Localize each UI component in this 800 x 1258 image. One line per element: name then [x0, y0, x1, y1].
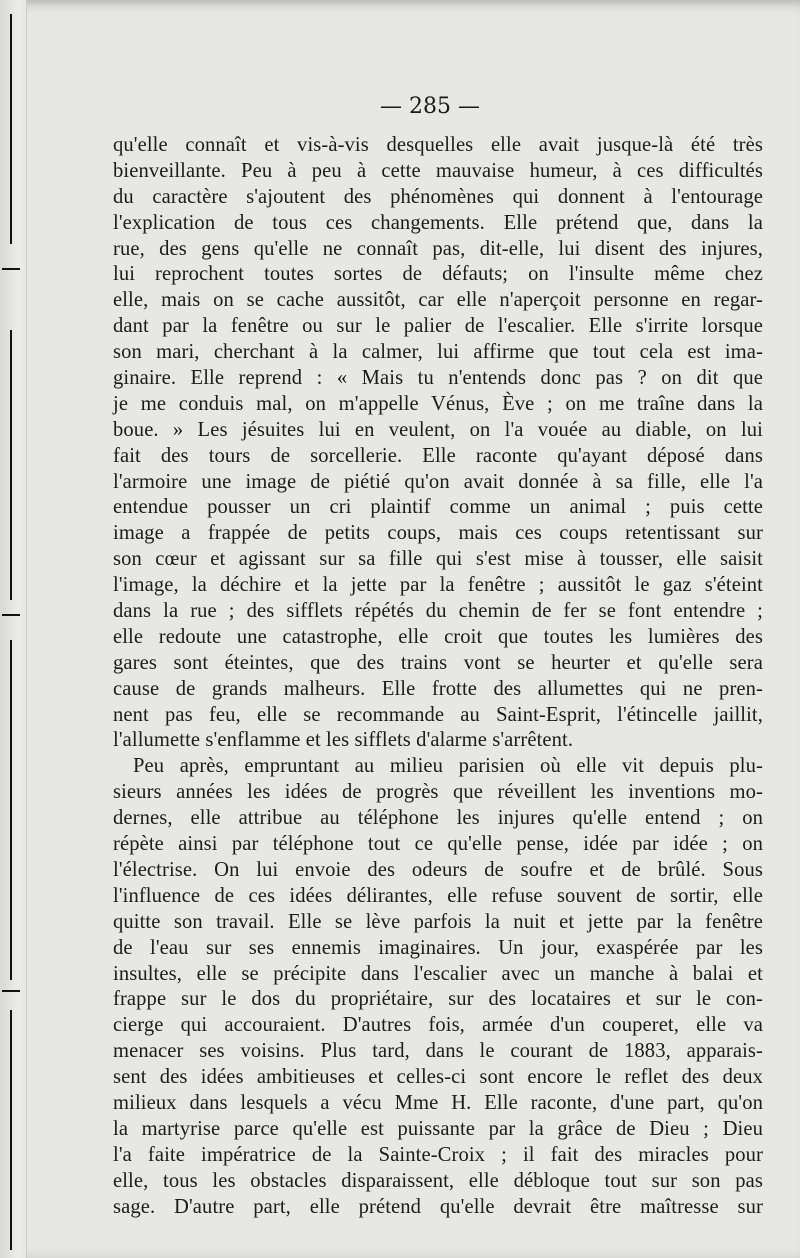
text-line: je me conduis mal, on m'appelle Vénus, Ève ; on me traîne dans la — [113, 392, 763, 415]
text-line: l'explication de tous ces changements. Elle prétend que, dans la — [113, 211, 763, 234]
text-line: qu'elle connaît et vis-à-vis desquelles elle avait jusque-là été très — [113, 134, 763, 156]
text-line: ginaire. Elle reprend : « Mais tu n'entends donc pas ? on dit que — [113, 367, 763, 390]
binding-line — [10, 1010, 12, 1250]
text-line: nent pas feu, elle se recommande au Saint-Esprit, l'étincelle jaillit, — [113, 703, 763, 726]
text-line: elle redoute une catastrophe, elle croit que toutes les lumières des — [113, 625, 763, 648]
text-line: de l'eau sur ses ennemis imaginaires. Un jour, exaspérée par les — [113, 936, 763, 959]
text-line: bienveillante. Peu à peu à cette mauvaise humeur, à ces difficultés — [113, 159, 763, 182]
text-line: frappe sur le dos du propriétaire, sur des locataires et sur le con- — [113, 988, 763, 1011]
page-number: — 285 — — [380, 94, 480, 119]
binding-line — [10, 14, 12, 244]
text-line: cause de grands malheurs. Elle frotte des allumettes qui ne pren- — [113, 677, 763, 700]
book-spine-edge — [0, 0, 27, 1258]
text-line: dans la rue ; des sifflets répétés du chemin de fer se font entendre ; — [113, 600, 763, 623]
text-line: l'armoire une image de piétié qu'on avait donnée à sa fille, elle l'a — [113, 470, 763, 493]
text-line: elle, mais on se cache aussitôt, car elle n'aperçoit personne en regar- — [113, 289, 763, 312]
text-line: boue. » Les jésuites lui en veulent, on l'a vouée au diable, on lui — [113, 418, 763, 441]
text-line: l'électrise. On lui envoie des odeurs de soufre et de brûlé. Sous — [113, 858, 763, 881]
binding-mark — [2, 990, 20, 992]
binding-mark — [2, 268, 20, 270]
text-line: son mari, cherchant à la calmer, lui affirme que tout cela est ima- — [113, 341, 763, 364]
text-line: l'a faite impératrice de la Sainte-Croix ; il fait des miracles pour — [113, 1143, 763, 1166]
text-line: fait des tours de sorcellerie. Elle raconte qu'ayant déposé dans — [113, 444, 763, 467]
text-line: l'image, la déchire et la jette par la fenêtre ; aussitôt le gaz s'éteint — [113, 574, 763, 597]
body-text — [113, 133, 763, 1220]
text-line: lui reprochent toutes sortes de défauts; on l'insulte même chez — [113, 263, 763, 286]
text-line: entendue pousser un cri plaintif comme un animal ; puis cette — [113, 496, 763, 519]
text-line: cierge qui accouraient. D'autres fois, armée d'un couperet, elle va — [113, 1014, 763, 1037]
binding-line — [10, 640, 12, 980]
text-line: répète ainsi par téléphone tout ce qu'elle pense, idée par idée ; on — [113, 833, 763, 856]
text-line: la martyrise parce qu'elle est puissante par la grâce de Dieu ; Dieu — [113, 1117, 763, 1140]
text-line: insultes, elle se précipite dans l'escalier avec un manche à balai et — [113, 962, 763, 985]
text-line: sent des idées ambitieuses et celles-ci sont encore le reflet des deux — [113, 1066, 763, 1089]
text-line: milieux dans lesquels a vécu Mme H. Elle raconte, d'une part, qu'on — [113, 1091, 763, 1114]
text-line: sage. D'autre part, elle prétend qu'elle devrait être maîtresse sur — [113, 1195, 763, 1218]
text-line: image a frappée de petits coups, mais ces coups retentissant sur — [113, 522, 763, 545]
text-line: quitte son travail. Elle se lève parfois la nuit et jette par la fenêtre — [113, 910, 763, 933]
text-line: sieurs années les idées de progrès que réveillent les inventions mo- — [113, 781, 763, 804]
text-line: du caractère s'ajoutent des phénomènes qui donnent à l'entourage — [113, 185, 763, 208]
text-line: gares sont éteintes, que des trains vont se heurter et qu'elle sera — [113, 651, 763, 674]
text-line: rue, des gens qu'elle ne connaît pas, dit-elle, lui disent des injures, — [113, 237, 763, 260]
text-line: dernes, elle attribue au téléphone les injures qu'elle entend ; on — [113, 807, 763, 830]
text-line: son cœur et agissant sur sa fille qui s'est mise à tousser, elle saisit — [113, 548, 763, 571]
binding-line — [10, 330, 12, 600]
text-line: menacer ses voisins. Plus tard, dans le courant de 1883, apparais- — [113, 1040, 763, 1063]
text-line: elle, tous les obstacles disparaissent, elle débloque tout sur son pas — [113, 1169, 763, 1192]
text-line: l'allumette s'enflamme et les sifflets d'alarme s'arrêtent. — [113, 729, 574, 752]
text-line: l'influence de ces idées délirantes, elle refuse souvent de sortir, elle — [113, 884, 763, 907]
text-line: dant par la fenêtre ou sur le palier de l'escalier. Elle s'irrite lorsque — [113, 315, 763, 338]
text-line: Peu après, empruntant au milieu parisien où elle vit depuis plu- — [133, 755, 763, 778]
binding-mark — [2, 614, 20, 616]
